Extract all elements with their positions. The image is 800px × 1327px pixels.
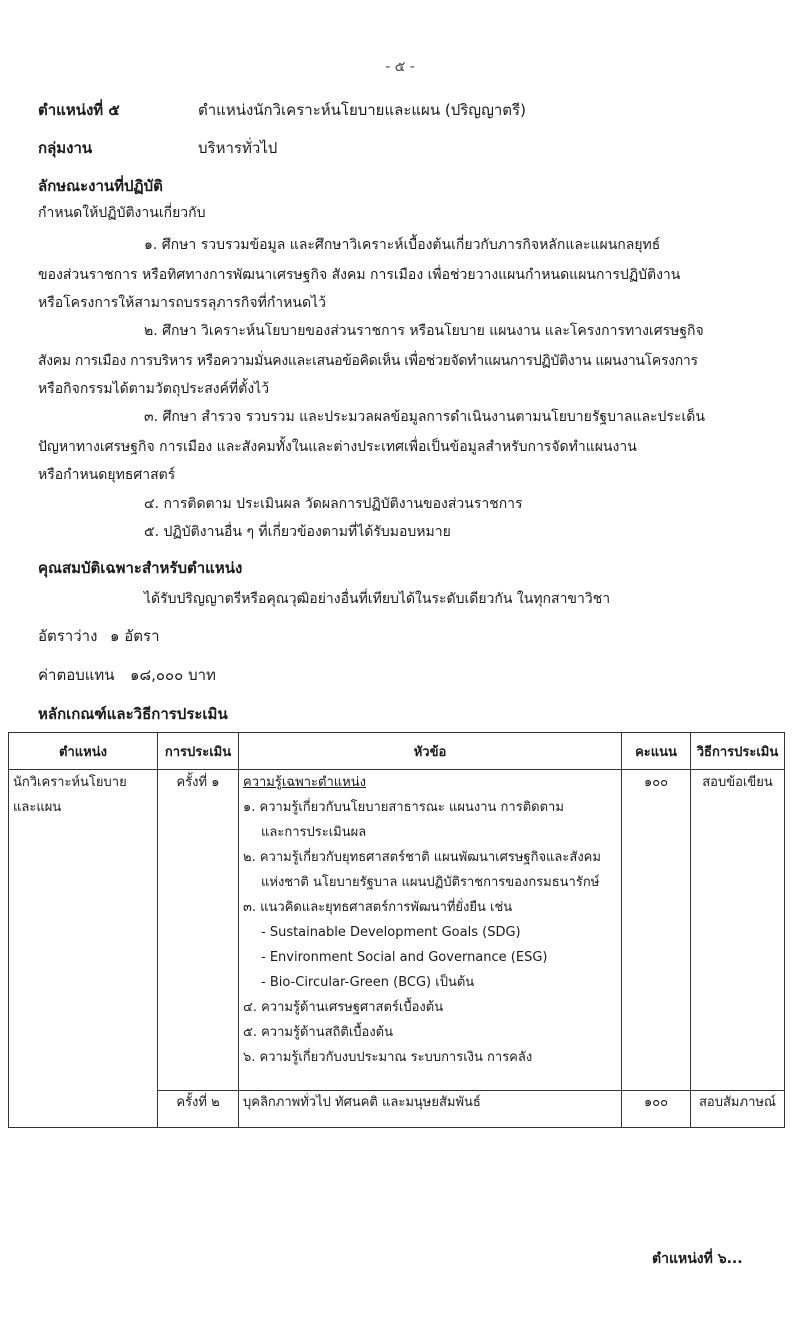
round-cell: ครั้งที่ ๑ — [158, 770, 239, 1091]
compensation-label: ค่าตอบแทน — [38, 666, 115, 684]
duty-3-line-3: หรือกำหนดยุทธศาสตร์ — [38, 467, 176, 483]
work-group-label: กลุ่มงาน — [38, 139, 93, 157]
method-cell: สอบสัมภาษณ์ — [691, 1091, 785, 1128]
table-row — [9, 770, 785, 1091]
position-value: ตำแหน่งนักวิเคราะห์นโยบายและแผน (ปริญญาตรี) — [198, 101, 526, 119]
duty-2-line-2: สังคม การเมือง การบริหาร หรือความมั่นคงและเสนอข้อคิดเห็น เพื่อช่วยจัดทำแผนการปฏิบัติงาน แผนงานโครงการ — [38, 353, 698, 369]
duties-intro: กำหนดให้ปฏิบัติงานเกี่ยวกับ — [38, 205, 206, 221]
work-group-value: บริหารทั่วไป — [198, 139, 278, 157]
duty-5: ๕. ปฏิบัติงานอื่น ๆ ที่เกี่ยวข้องตามที่ได้รับมอบหมาย — [144, 524, 451, 540]
duty-2-line-3: หรือกิจกรรมได้ตามวัตถุประสงค์ที่ตั้งไว้ — [38, 381, 270, 397]
topic-item: ๓. แนวคิดและยุทธศาสตร์การพัฒนาที่ยั่งยืน เช่น — [243, 900, 513, 915]
topic-item-continued: และการประเมินผล — [261, 825, 367, 840]
compensation-row — [38, 663, 216, 687]
col-round: การประเมิน — [158, 733, 239, 770]
topic-item: ๖. ความรู้เกี่ยวกับงบประมาณ ระบบการเงิน การคลัง — [243, 1050, 533, 1065]
method-cell: สอบข้อเขียน — [691, 770, 785, 1091]
work-group-row — [38, 136, 278, 160]
score-cell: ๑๐๐ — [622, 770, 691, 1091]
topic-subitem: - Bio-Circular-Green (BCG) เป็นต้น — [261, 975, 475, 990]
duty-3-line-1: ๓. ศึกษา สำรวจ รวบรวม และประมวลผลข้อมูลการดำเนินงานตามนโยบายรัฐบาลและประเด็น — [144, 409, 705, 425]
duty-3-line-2: ปัญหาทางเศรษฐกิจ การเมือง และสังคมทั้งในและต่างประเทศเพื่อเป็นข้อมูลสำหรับการจัดทำแผนงาน — [38, 439, 637, 455]
position-name-line: และแผน — [13, 800, 62, 815]
col-topic: หัวข้อ — [239, 733, 622, 770]
topic-item: ๒. ความรู้เกี่ยวกับยุทธศาสตร์ชาติ แผนพัฒนาเศรษฐกิจและสังคม — [243, 850, 601, 865]
position-name-line: นักวิเคราะห์นโยบาย — [13, 775, 127, 790]
topic-item: ๔. ความรู้ด้านเศรษฐศาสตร์เบื้องต้น — [243, 1000, 444, 1015]
col-position: ตำแหน่ง — [9, 733, 158, 770]
position-name-cell — [9, 770, 158, 1128]
topic-subitem: - Sustainable Development Goals (SDG) — [261, 925, 521, 940]
criteria-table — [8, 732, 785, 1128]
duty-1-line-3: หรือโครงการให้สามารถบรรลุภารกิจที่กำหนดไว้ — [38, 295, 326, 311]
page-number: - ๕ - — [385, 59, 415, 75]
col-score: คะแนน — [622, 733, 691, 770]
score-cell: ๑๐๐ — [622, 1091, 691, 1128]
duty-2-line-1: ๒. ศึกษา วิเคราะห์นโยบายของส่วนราชการ หรือนโยบาย แผนงาน และโครงการทางเศรษฐกิจ — [144, 323, 704, 339]
duty-1-line-2: ของส่วนราชการ หรือทิศทางการพัฒนาเศรษฐกิจ สังคม การเมือง เพื่อช่วยวางแผนกำหนดแผนการปฏิบัติงาน — [38, 267, 681, 283]
col-method: วิธีการประเมิน — [691, 733, 785, 770]
vacancies-label: อัตราว่าง — [38, 627, 98, 645]
criteria-header-row — [9, 733, 785, 770]
topic-title: ความรู้เฉพาะตำแหน่ง — [243, 775, 366, 790]
criteria-heading: หลักเกณฑ์และวิธีการประเมิน — [38, 705, 228, 723]
duty-1-line-1: ๑. ศึกษา รวบรวมข้อมูล และศึกษาวิเคราะห์เบื้องต้นเกี่ยวกับภารกิจหลักและแผนกลยุทธ์ — [144, 237, 661, 253]
topic-item: ๑. ความรู้เกี่ยวกับนโยบายสาธารณะ แผนงาน การติดตาม — [243, 800, 564, 815]
topic-item: ๕. ความรู้ด้านสถิติเบื้องต้น — [243, 1025, 394, 1040]
round-cell: ครั้งที่ ๒ — [158, 1091, 239, 1128]
qualifications-text: ได้รับปริญญาตรีหรือคุณวุฒิอย่างอื่นที่เทียบได้ในระดับเดียวกัน ในทุกสาขาวิชา — [144, 591, 611, 607]
duty-4: ๔. การติดตาม ประเมินผล วัดผลการปฏิบัติงานของส่วนราชการ — [144, 496, 523, 512]
topic-cell: บุคลิกภาพทั่วไป ทัศนคติ และมนุษยสัมพันธ์ — [239, 1091, 622, 1128]
qualifications-heading: คุณสมบัติเฉพาะสำหรับตำแหน่ง — [38, 559, 243, 577]
topic-item-continued: แห่งชาติ นโยบายรัฐบาล แผนปฏิบัติราชการของกรมธนารักษ์ — [261, 875, 600, 890]
vacancies-row — [38, 624, 160, 648]
position-label: ตำแหน่งที่ ๕ — [38, 101, 120, 119]
topic-cell — [239, 770, 622, 1091]
compensation-value: ๑๘,๐๐๐ บาท — [130, 666, 216, 684]
vacancies-value: ๑ อัตรา — [110, 627, 160, 645]
continuation-footer: ตำแหน่งที่ ๖... — [652, 1251, 743, 1267]
position-row — [38, 98, 526, 122]
topic-subitem: - Environment Social and Governance (ESG) — [261, 950, 548, 965]
duties-heading: ลักษณะงานที่ปฏิบัติ — [38, 177, 163, 195]
